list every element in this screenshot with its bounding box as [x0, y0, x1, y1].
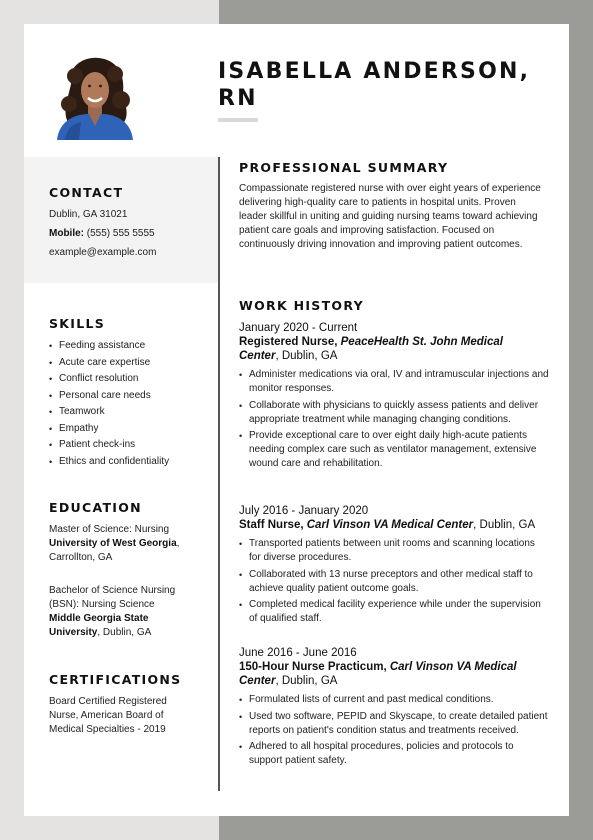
- portrait-photo: [51, 54, 138, 140]
- job-bullet: • Used two software, PEPID and Skyscape, to create detailed patient reports on patient's condition status and treatments received.: [239, 710, 549, 738]
- resume-page: [24, 24, 569, 816]
- job-title-separator: ,: [383, 661, 390, 673]
- name-underline-divider: [218, 118, 258, 122]
- skills-list: [49, 338, 209, 470]
- skill-item: • Personal care needs: [49, 388, 209, 405]
- education-school-line: [49, 537, 199, 565]
- education-entry: [49, 523, 199, 565]
- job-dates: July 2016 - January 2020: [239, 505, 369, 517]
- certifications-heading: CERTIFICATIONS: [49, 672, 182, 687]
- summary-heading: PROFESSIONAL SUMMARY: [239, 160, 449, 175]
- work-history-heading: WORK HISTORY: [239, 298, 364, 313]
- education-location: , Dublin, GA: [97, 627, 152, 638]
- name-line-1: ISABELLA ANDERSON,: [218, 59, 531, 84]
- job-location: , Dublin, GA: [473, 519, 536, 531]
- skill-item: • Empathy: [49, 421, 209, 438]
- job-company: Carl Vinson VA Medical Center: [306, 519, 474, 531]
- job-location: , Dublin, GA: [275, 675, 338, 687]
- skill-item: • Ethics and confidentiality: [49, 454, 209, 471]
- job-title: Staff Nurse: [239, 519, 301, 531]
- portrait-photo-icon: [51, 54, 138, 140]
- job-bullet: • Adhered to all hospital procedures, policies and protocols to support patient safety.: [239, 740, 549, 768]
- job-bullet: • Provide exceptional care to over eight daily high-acute patients needing complex care such as ventilator management, extensive wound care and rehabilitation.: [239, 429, 549, 471]
- contact-heading: CONTACT: [49, 185, 124, 200]
- education-school: Middle Georgia State University: [49, 613, 149, 638]
- job-title-separator: ,: [334, 336, 341, 348]
- mobile-label: Mobile:: [49, 228, 84, 239]
- job-bullet: • Completed medical facility experience while under the supervision of qualified staff.: [239, 598, 549, 626]
- contact-details: [49, 208, 209, 260]
- job-bullet: • Formulated lists of current and past medical conditions.: [239, 693, 549, 707]
- education-entry: [49, 584, 199, 640]
- contact-email: example@example.com: [49, 247, 157, 258]
- contact-address: Dublin, GA 31021: [49, 209, 128, 220]
- contact-mobile: [49, 227, 209, 241]
- job-company: Carl Vinson VA Medical Center: [239, 661, 517, 687]
- skill-item: • Patient check-ins: [49, 437, 209, 454]
- job-bullet: • Collaborated with 13 nurse preceptors and other medical staff to achieve quality patient outcome goals.: [239, 568, 549, 596]
- job-bullets: [239, 368, 549, 471]
- candidate-name: [218, 58, 548, 112]
- education-degree: Master of Science: Nursing: [49, 524, 170, 535]
- job-bullet: • Administer medications via oral, IV and intramuscular injections and monitor responses.: [239, 368, 549, 396]
- skill-item: • Conflict resolution: [49, 371, 209, 388]
- skills-heading: SKILLS: [49, 316, 106, 331]
- certification-text: Board Certified Registered Nurse, American Board of Medical Specialties - 2019: [49, 696, 167, 735]
- name-line-2: RN: [218, 86, 258, 111]
- job-dates: June 2016 - June 2016: [239, 647, 357, 659]
- job-entry: [239, 504, 549, 629]
- job-company: PeaceHealth St. John Medical Center: [239, 336, 503, 362]
- job-title-line: [239, 335, 529, 363]
- skill-item: • Feeding assistance: [49, 338, 209, 355]
- job-bullet: • Transported patients between unit rooms and scanning locations for diverse procedures.: [239, 537, 549, 565]
- skill-item: • Teamwork: [49, 404, 209, 421]
- job-title: 150-Hour Nurse Practicum: [239, 661, 384, 673]
- job-location: , Dublin, GA: [275, 350, 338, 362]
- job-entry: [239, 646, 549, 771]
- summary-text: Compassionate registered nurse with over eight years of experience delivering high-quality care to patients in hospital units. Proven leader skillful in uniting and guiding nursing teams toward achieving patient care goals and improving satisfaction. Focused on continuously driving innovation and improving patient outcomes.: [239, 183, 541, 250]
- education-heading: EDUCATION: [49, 500, 142, 515]
- job-title-line: [239, 660, 529, 688]
- column-divider: [218, 157, 220, 791]
- job-dates: January 2020 - Current: [239, 322, 358, 334]
- job-entry: [239, 321, 549, 474]
- job-bullets: [239, 537, 549, 626]
- education-school-line: [49, 612, 199, 640]
- job-title-separator: ,: [300, 519, 307, 531]
- job-bullet: • Collaborate with physicians to quickly assess patients and deliver appropriate treatment while managing changing conditions.: [239, 399, 549, 427]
- job-title-line: [239, 518, 549, 532]
- education-school: University of West Georgia: [49, 538, 177, 549]
- job-title: Registered Nurse: [239, 336, 335, 348]
- education-location: , Carrollton, GA: [49, 538, 180, 563]
- education-degree: Bachelor of Science Nursing (BSN): Nursing Science: [49, 585, 176, 610]
- mobile-value: (555) 555 5555: [84, 228, 155, 239]
- skill-item: • Acute care expertise: [49, 355, 209, 372]
- job-bullets: [239, 693, 549, 768]
